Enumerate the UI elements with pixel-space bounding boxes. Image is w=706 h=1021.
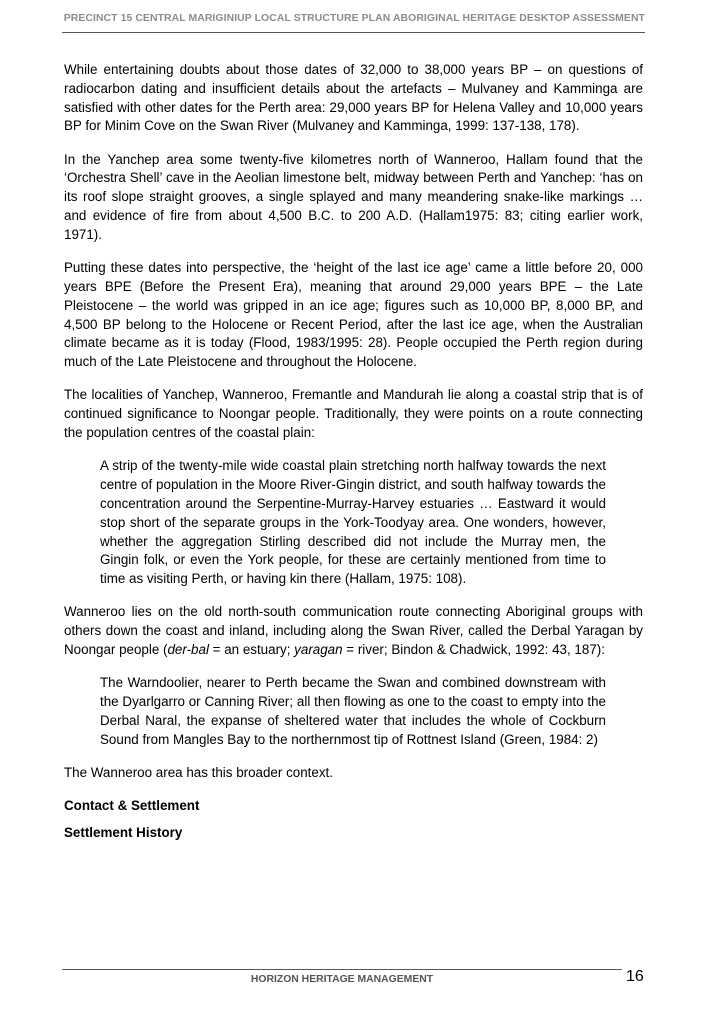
term-der-bal: der-bal xyxy=(167,642,209,658)
block-quote-green: The Warndoolier, nearer to Perth became the Swan and combined downstream with the Dyarlgarro or Canning River; all then flowing as one to the coast to empty into the Derbal Naral, the expanse of sheltered water that includes the whole of Cockburn Sound from Mangles Bay to the northernmost tip of Rottnest Island (Green, 1984: 2) xyxy=(100,675,606,747)
paragraph-wanneroo-route xyxy=(64,603,643,659)
header-divider xyxy=(62,32,645,33)
text-segment: Wanneroo lies on the old north-south communication route connecting Aboriginal groups with others down the coast and inland, including along the Swan River, called the Derbal Yaragan by Noongar people ( xyxy=(64,604,643,658)
footer-text: HORIZON HERITAGE MANAGEMENT xyxy=(250,974,434,985)
term-yaragan: yaragan xyxy=(294,642,343,658)
text-segment: = river; Bindon & Chadwick, 1992: 43, 187): xyxy=(342,642,605,658)
header-title: PRECINCT 15 CENTRAL MARIGINIUP LOCAL STRUCTURE PLAN ABORIGINAL HERITAGE DESKTOP ASSESSMENT xyxy=(63,13,645,24)
paragraph-context: The Wanneroo area has this broader context. xyxy=(64,765,333,780)
paragraph-localities: The localities of Yanchep, Wanneroo, Fremantle and Mandurah lie along a coastal strip that is of continued significance to Noongar people. Traditionally, they were points on a route connecting the population centres of the coastal plain: xyxy=(64,387,643,441)
paragraph-yanchep: In the Yanchep area some twenty-five kilometres north of Wanneroo, Hallam found that the ‘Orchestra Shell’ cave in the Aeolian limestone belt, midway between Perth and Yanchep: ‘has on its roof slope straight grooves, a single splayed and many meandering snake-like markings … and evidence of fire from about 4,500 B.C. to 200 A.D. (Hallam1975: 83; citing earlier work, 1971). xyxy=(64,151,643,242)
paragraph-dating: While entertaining doubts about those dates of 32,000 to 38,000 years BP – on questions of radiocarbon dating and insufficient details about the artefacts – Mulvaney and Kamminga are satisfied with other dates for the Perth area: 29,000 years BP for Helena Valley and 10,000 years BP for Minim Cove on the Swan River (Mulvaney and Kamminga, 1999: 137-138, 178). xyxy=(64,62,643,134)
footer-divider xyxy=(62,969,622,970)
document-body xyxy=(64,61,643,851)
text-segment: = an estuary; xyxy=(208,642,295,658)
block-quote-hallam: A strip of the twenty-mile wide coastal plain stretching north halfway towards the next centre of population in the Moore River-Gingin district, and south halfway towards the concentration around the Serpentine-Murray-Harvey estuaries … Eastward it would stop short of the separate groups in the York-Toodyay area. One wonders, however, whether the aggregation Stirling described did not include the Murray men, the Gingin folk, or even the York people, for these are certainly mentioned from time to time as visiting Perth, or having kin there (Hallam, 1975: 108). xyxy=(100,458,606,587)
subsection-heading-settlement: Settlement History xyxy=(64,825,183,841)
paragraph-perspective: Putting these dates into perspective, the ‘height of the last ice age’ came a little before 20, 000 years BPE (Before the Present Era), meaning that around 29,000 years BPE – the Late Pleistocene – the world was gripped in an ice age; figures such as 10,000 BP, 8,000 BP, and 4,500 BP belong to the Holocene or Recent Period, after the last ice age, when the Australian climate became as it is today (Flood, 1983/1995: 28). People occupied the Perth region during much of the Late Pleistocene and throughout the Holocene. xyxy=(64,260,643,370)
section-heading-contact: Contact & Settlement xyxy=(64,798,200,814)
page-number: 16 xyxy=(626,968,644,985)
